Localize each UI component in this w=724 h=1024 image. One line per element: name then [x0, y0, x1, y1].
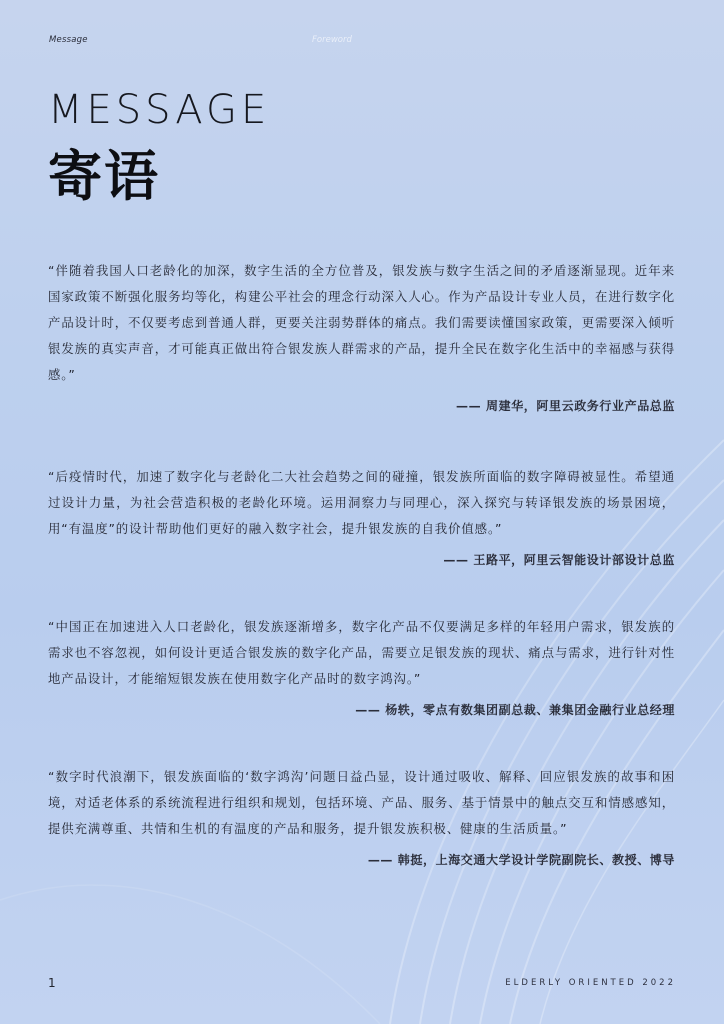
quote-text: “数字时代浪潮下，银发族面临的‘数字鸿沟’问题日益凸显，设计通过吸收、解释、回应银发族的故事和困境，对适老体系的系统流程进行组织和规划，包括环境、产品、服务、基于情景中的触点交互和情感感知，提供充满尊重、共情和生机的有温度的产品和服务，提升银发族积极、健康的生活质量。” — [48, 769, 675, 836]
quote-block — [48, 464, 675, 570]
page-number: 1 — [48, 976, 56, 990]
quote-attribution: —— 韩挺，上海交通大学设计学院副院长、教授、博导 — [367, 853, 675, 867]
quote-attribution: —— 王路平，阿里云智能设计部设计总监 — [443, 553, 675, 567]
quote-text: “中国正在加速进入人口老龄化，银发族逐渐增多，数字化产品不仅要满足多样的年轻用户需求，银发族的需求也不容忽视，如何设计更适合银发族的数字化产品，需要立足银发族的现状、痛点与需求，进行针对性地产品设计，才能缩短银发族在使用数字化产品时的数字鸿沟。” — [48, 619, 675, 686]
header-section-label: Message — [49, 35, 88, 45]
footer-brand-label: ELDERLY ORIENTED 2022 — [505, 978, 676, 988]
quote-text: “伴随着我国人口老龄化的加深，数字生活的全方位普及，银发族与数字生活之间的矛盾逐渐显现。近年来国家政策不断强化服务均等化，构建公平社会的理念行动深入人心。作为产品设计专业人员，在进行数字化产品设计时，不仅要考虑到普通人群，更要关注弱势群体的痛点。我们需要读懂国家政策，更需要深入倾听银发族的真实声音，才可能真正做出符合银发族人群需求的产品，提升全民在数字化生活中的幸福感与获得感。” — [48, 263, 675, 382]
quote-block — [48, 764, 675, 870]
quote-text: “后疫情时代，加速了数字化与老龄化二大社会趋势之间的碰撞，银发族所面临的数字障碍被显性。希望通过设计力量，为社会营造积极的老龄化环境。运用洞察力与同理心，深入探究与转译银发族的场景困境，用“有温度”的设计帮助他们更好的融入数字社会，提升银发族的自我价值感。” — [48, 469, 675, 536]
header-foreword-label: Foreword — [312, 35, 352, 45]
page-title-chinese: 寄语 — [48, 145, 160, 208]
quote-block — [48, 614, 675, 720]
quote-attribution: —— 杨轶，零点有数集团副总裁、兼集团金融行业总经理 — [355, 703, 675, 717]
quote-attribution: —— 周建华，阿里云政务行业产品总监 — [456, 399, 675, 413]
page-title-english: MESSAGE — [48, 87, 271, 133]
quote-block — [48, 258, 675, 416]
